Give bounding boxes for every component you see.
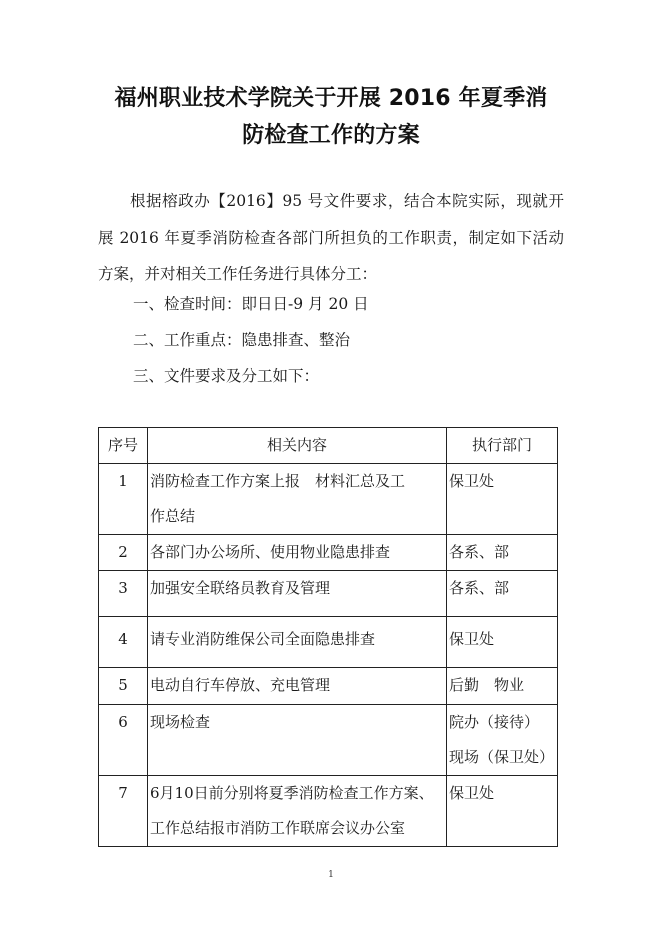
item-work-focus: 二、工作重点：隐患排查、整治 xyxy=(133,331,351,349)
row-number: 5 xyxy=(99,668,148,705)
row-content xyxy=(148,571,447,617)
row-number: 2 xyxy=(99,535,148,571)
dept-line: 保卫处 xyxy=(449,784,495,802)
table-row xyxy=(99,464,558,535)
content-line: 电动自行车停放、充电管理 xyxy=(150,676,331,694)
title-line-2: 防检查工作的方案 xyxy=(242,123,420,148)
row-department xyxy=(447,617,558,668)
row-department xyxy=(447,668,558,705)
row-number: 1 xyxy=(99,464,148,535)
dept-line: 保卫处 xyxy=(449,472,495,490)
table-row xyxy=(99,776,558,847)
row-content xyxy=(148,464,447,535)
row-content xyxy=(148,705,447,776)
row-content xyxy=(148,535,447,571)
row-department xyxy=(447,776,558,847)
row-department xyxy=(447,464,558,535)
dept-line: 院办（接待） xyxy=(449,713,540,731)
title-line-1: 福州职业技术学院关于开展 2016 年夏季消 xyxy=(114,86,548,111)
dept-line: 保卫处 xyxy=(449,630,495,648)
content-line: 作总结 xyxy=(150,507,196,525)
table-row xyxy=(99,705,558,776)
table-row xyxy=(99,571,558,617)
row-content xyxy=(148,617,447,668)
content-line: 工作总结报市消防工作联席会议办公室 xyxy=(150,819,406,837)
row-content xyxy=(148,776,447,847)
header-number: 序号 xyxy=(99,428,148,464)
content-line: 各部门办公场所、使用物业隐患排查 xyxy=(150,543,391,561)
row-content xyxy=(148,668,447,705)
content-line: 6月10日前分别将夏季消防检查工作方案、 xyxy=(150,784,434,802)
dept-line: 现场（保卫处） xyxy=(449,748,555,766)
task-assignment-table xyxy=(98,427,558,847)
intro-paragraph: 根据榕政办【2016】95 号文件要求，结合本院实际，现就开展 2016 年夏季消防检查各部门所担负的工作职责，制定如下活动方案，并对相关工作任务进行具体分工： xyxy=(98,192,564,283)
dept-line: 各系、部 xyxy=(449,579,510,597)
row-department xyxy=(447,571,558,617)
dept-line: 各系、部 xyxy=(449,543,510,561)
row-number: 4 xyxy=(99,617,148,668)
page-number: 1 xyxy=(328,870,334,880)
row-department xyxy=(447,705,558,776)
row-number: 7 xyxy=(99,776,148,847)
row-number: 3 xyxy=(99,571,148,617)
table-row xyxy=(99,535,558,571)
header-department: 执行部门 xyxy=(447,428,558,464)
row-number: 6 xyxy=(99,705,148,776)
item-inspection-time: 一、检查时间：即日日-9 月 20 日 xyxy=(133,295,369,313)
content-line: 现场检查 xyxy=(150,713,211,731)
table-row xyxy=(99,668,558,705)
content-line: 消防检查工作方案上报 材料汇总及工 xyxy=(150,472,406,490)
row-department xyxy=(447,535,558,571)
table-header-row xyxy=(99,428,558,464)
content-line: 加强安全联络员教育及管理 xyxy=(150,579,331,597)
content-line: 请专业消防维保公司全面隐患排查 xyxy=(150,630,376,648)
item-requirements: 三、文件要求及分工如下： xyxy=(133,367,320,385)
table-row xyxy=(99,617,558,668)
dept-line: 后勤 物业 xyxy=(449,676,525,694)
document-title xyxy=(90,80,572,154)
header-content: 相关内容 xyxy=(148,428,447,464)
